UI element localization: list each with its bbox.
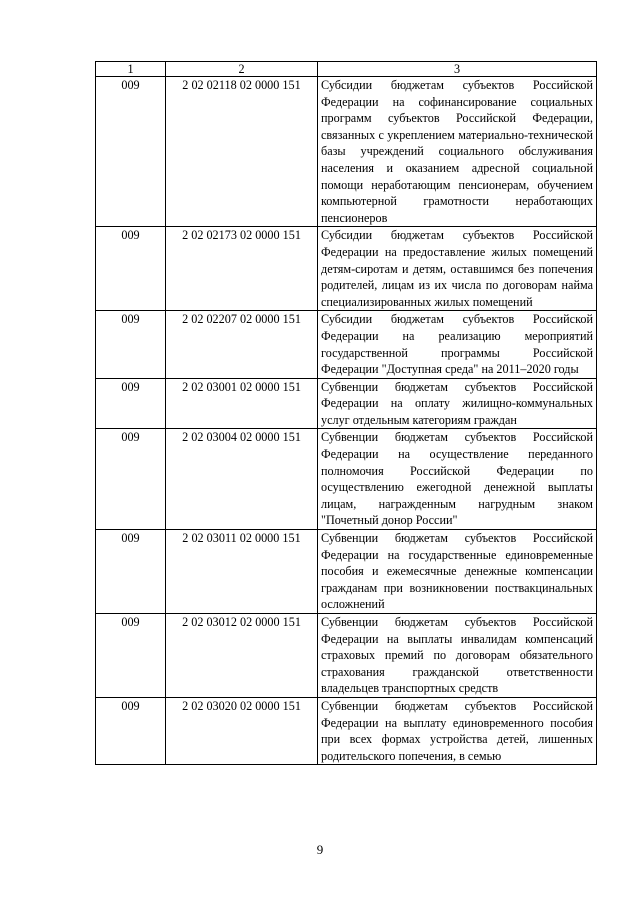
budget-code-cell: 2 02 03004 02 0000 151 <box>166 429 318 530</box>
admin-code-cell: 009 <box>96 429 166 530</box>
table-row <box>96 77 597 227</box>
income-name-cell: Субвенции бюджетам субъектов Российской Федерации на государственные единовременные пособия и ежемесячные денежные компенсации гражданам при возникновении поствакцинальных осложнений <box>318 530 597 614</box>
income-name-cell: Субсидии бюджетам субъектов Российской Федерации на софинансирование социальных программ субъектов Российской Федерации, связанных с укреплением материально-технической базы учреждений социального обслуживания населения и оказанием адресной социальной помощи неработающим пенсионерам, обучением компьютерной грамотности неработающих пенсионеров <box>318 77 597 227</box>
column-header-1: 1 <box>96 62 166 77</box>
admin-code-cell: 009 <box>96 697 166 764</box>
table-row <box>96 614 597 698</box>
budget-code-cell: 2 02 02118 02 0000 151 <box>166 77 318 227</box>
admin-code-cell: 009 <box>96 311 166 378</box>
income-name-cell: Субвенции бюджетам субъектов Российской Федерации на осуществление переданного полномочия Российской Федерации по осуществлению ежегодной денежной выплаты лицам, награжденным нагрудным знаком "Почетный донор России" <box>318 429 597 530</box>
table-row <box>96 429 597 530</box>
budget-code-cell: 2 02 02173 02 0000 151 <box>166 227 318 311</box>
page-number: 9 <box>316 842 324 857</box>
budget-codes-table <box>95 61 597 765</box>
budget-code-cell: 2 02 02207 02 0000 151 <box>166 311 318 378</box>
budget-code-cell: 2 02 03001 02 0000 151 <box>166 378 318 429</box>
column-header-3: 3 <box>318 62 597 77</box>
income-name-cell: Субвенции бюджетам субъектов Российской Федерации на выплаты инвалидам компенсаций страховых премий по договорам обязательного страхования гражданской ответственности владельцев транспортных средств <box>318 614 597 698</box>
income-name-cell: Субвенции бюджетам субъектов Российской Федерации на выплату единовременного пособия при всех формах устройства детей, лишенных родительского попечения, в семью <box>318 697 597 764</box>
admin-code-cell: 009 <box>96 378 166 429</box>
admin-code-cell: 009 <box>96 530 166 614</box>
column-header-2: 2 <box>166 62 318 77</box>
header-row <box>96 62 597 77</box>
table-row <box>96 378 597 429</box>
income-name-cell: Субсидии бюджетам субъектов Российской Федерации на предоставление жилых помещений детям-сиротам и детям, оставшимся без попечения родителей, лицам из их числа по договорам найма специализированных жилых помещений <box>318 227 597 311</box>
budget-code-cell: 2 02 03020 02 0000 151 <box>166 697 318 764</box>
table-row <box>96 227 597 311</box>
table-row <box>96 311 597 378</box>
budget-code-cell: 2 02 03012 02 0000 151 <box>166 614 318 698</box>
income-name-cell: Субсидии бюджетам субъектов Российской Федерации на реализацию мероприятий государственной программы Российской Федерации "Доступная среда" на 2011–2020 годы <box>318 311 597 378</box>
income-name-cell: Субвенции бюджетам субъектов Российской Федерации на оплату жилищно-коммунальных услуг отдельным категориям граждан <box>318 378 597 429</box>
admin-code-cell: 009 <box>96 77 166 227</box>
admin-code-cell: 009 <box>96 227 166 311</box>
admin-code-cell: 009 <box>96 614 166 698</box>
table-row <box>96 530 597 614</box>
table-row <box>96 697 597 764</box>
budget-code-cell: 2 02 03011 02 0000 151 <box>166 530 318 614</box>
